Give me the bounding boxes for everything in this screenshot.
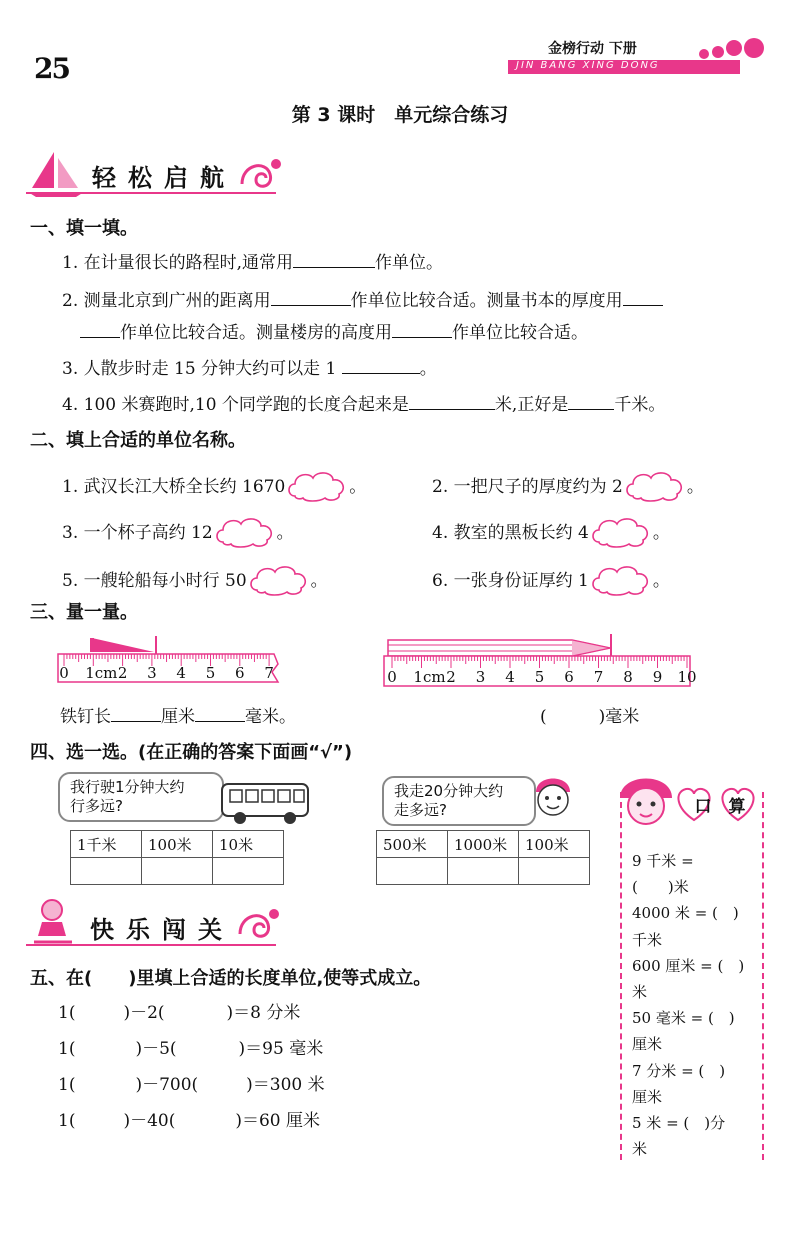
q1-2-text-d: 作单位比较合适。 — [452, 323, 588, 343]
brand-name: 金榜行动 下册 — [548, 41, 637, 57]
q1-4-mid: 米,正好是 — [494, 395, 569, 415]
mental-math-line: 5 米 = ( )分 — [632, 1114, 726, 1132]
unit-question-text: 1. 武汉长江大桥全长约 1670 — [62, 477, 286, 497]
pencil-close: )毫米 — [598, 707, 640, 727]
cloud-answer-box[interactable] — [589, 514, 653, 553]
answer-blank[interactable] — [195, 703, 245, 722]
q1-1-text: 1. 在计量很长的路程时,通常用 — [62, 253, 294, 273]
answer-blank[interactable] — [111, 703, 161, 722]
answer-cell[interactable] — [377, 858, 448, 885]
answer-blank[interactable] — [623, 287, 663, 306]
answer-blank[interactable] — [342, 355, 420, 374]
banner-first: 轻松启航 — [92, 163, 236, 192]
option-label: 10米 — [213, 831, 284, 858]
section-5-title: 五、在( )里填上合适的长度单位,使等式成立。 — [30, 968, 432, 989]
unit-question-text: 4. 教室的黑板长约 4 — [432, 523, 589, 543]
banner-underline — [26, 192, 276, 194]
equation-text: 1( — [58, 1003, 76, 1023]
nail-ruler — [56, 632, 286, 692]
mental-math-line: 4000 米 = ( ) — [632, 904, 739, 923]
q1-2-line1 — [62, 286, 663, 311]
unit-question-end: 。 — [276, 523, 294, 543]
sidebar-title: 口 算 — [694, 797, 746, 817]
equation-text: )＝300 米 — [246, 1075, 325, 1095]
bubble-line: 走多远? — [394, 801, 447, 819]
equation-text: 1( — [58, 1111, 76, 1131]
mental-math-line: 7 分米 = ( ) — [632, 1061, 726, 1080]
pencil-answer — [540, 702, 639, 727]
ruler-label: 1cm — [413, 668, 446, 686]
answer-blank[interactable] — [271, 287, 351, 306]
equation-row — [58, 1034, 323, 1059]
mental-math-line: ( )米 — [632, 878, 689, 897]
nail-shape — [92, 638, 154, 652]
q1-3-post: 。 — [419, 359, 437, 379]
ruler-label: 0 — [387, 668, 397, 686]
mental-math-line: 千米 — [632, 930, 663, 949]
q1-3 — [62, 354, 437, 379]
cloud-answer-box[interactable] — [247, 562, 311, 601]
brand-sub: JIN BANG XING DONG — [516, 60, 660, 71]
equation-row — [58, 1070, 325, 1095]
skater-child-icon — [28, 896, 78, 948]
option-label: 500米 — [377, 831, 448, 858]
unit-question-end: 。 — [686, 477, 704, 497]
page-number: 25 — [34, 52, 69, 85]
speech-bubble-bus — [58, 772, 224, 822]
q1-4 — [62, 390, 665, 415]
ruler-label: 0 — [59, 664, 69, 682]
ruler-label: 7 — [264, 664, 274, 682]
equation-row — [58, 1106, 320, 1131]
answer-blank[interactable] — [568, 391, 614, 410]
equation-text: )－5( — [135, 1039, 177, 1059]
ruler-label: 8 — [623, 668, 633, 686]
mental-math-line: 50 毫米 = ( ) — [632, 1009, 735, 1028]
child-face-icon — [528, 770, 578, 824]
banner-second: 快乐闯关 — [90, 915, 234, 944]
equation-text: )＝60 厘米 — [235, 1111, 321, 1131]
equation-text: 1( — [58, 1075, 76, 1095]
sailboat-icon — [26, 148, 86, 198]
bubble-line: 行多远? — [70, 797, 123, 815]
nail-text-c: 毫米。 — [245, 707, 296, 727]
section-4-title: 四、选一选。(在正确的答案下面画“√”) — [30, 742, 353, 763]
bubble-line: 我走20分钟大约 — [394, 782, 504, 800]
q1-2-text-a: 2. 测量北京到广州的距离用 — [62, 291, 271, 311]
nail-answer — [60, 702, 296, 727]
mental-math-line: 600 厘米 = ( ) — [632, 956, 745, 975]
option-label: 100米 — [142, 831, 213, 858]
mental-math-line: 9 千米 = — [632, 852, 694, 870]
mental-math-line: 米 — [632, 1140, 648, 1159]
pencil-open: ( — [540, 707, 547, 727]
q1-1 — [62, 248, 443, 273]
options-table-bus — [70, 830, 284, 885]
unit-question-text: 2. 一把尺子的厚度约为 2 — [432, 477, 623, 497]
q1-2-text-b: 作单位比较合适。测量书本的厚度用 — [350, 291, 623, 311]
ruler-label: 2 — [117, 664, 128, 682]
unit-question-6 — [432, 562, 670, 601]
option-label: 1000米 — [448, 831, 519, 858]
q1-1-post: 作单位。 — [375, 253, 444, 273]
ruler-label: 9 — [652, 668, 663, 686]
mental-math-line: 厘米 — [632, 1087, 663, 1106]
ruler-label: 10 — [677, 668, 697, 686]
q1-3-text: 3. 人散步时走 15 分钟大约可以走 1 — [62, 359, 337, 379]
cloud-answer-box[interactable] — [285, 468, 349, 507]
unit-question-end: 。 — [652, 523, 670, 543]
pencil-ruler — [382, 630, 697, 692]
unit-question-4 — [432, 514, 670, 553]
ruler-label: 4 — [176, 664, 186, 682]
mental-math-line: 厘米 — [632, 1035, 663, 1054]
equation-row — [58, 998, 300, 1023]
equation-text: )＝8 分米 — [226, 1003, 301, 1023]
answer-blank[interactable] — [392, 319, 452, 338]
answer-cell[interactable] — [519, 858, 590, 885]
ruler-label: 6 — [235, 664, 245, 682]
answer-blank[interactable] — [293, 249, 375, 268]
banner-underline — [26, 944, 276, 946]
ruler-label: 5 — [205, 664, 216, 682]
ruler-label: 6 — [564, 668, 574, 686]
unit-question-end: 。 — [310, 571, 328, 591]
ruler-label: 1cm — [85, 664, 118, 682]
section-2-title: 二、填上合适的单位名称。 — [30, 430, 246, 451]
speech-bubble-walker — [382, 776, 536, 826]
ruler-label: 2 — [446, 668, 456, 686]
equation-text: )－700( — [135, 1075, 199, 1095]
bus-icon — [218, 778, 312, 826]
lesson-title: 第 3 课时 单元综合练习 — [291, 104, 509, 126]
girl-mascot-icon — [614, 768, 678, 836]
unit-question-5 — [62, 562, 328, 601]
bubble-line: 我行驶1分钟大约 — [70, 778, 185, 796]
option-label: 1千米 — [71, 831, 142, 858]
unit-question-1 — [62, 468, 366, 507]
option-label: 100米 — [519, 831, 590, 858]
answer-cell[interactable] — [71, 858, 142, 885]
ruler-label: 3 — [475, 668, 486, 686]
q1-4-post: 千米。 — [614, 395, 666, 415]
unit-question-text: 6. 一张身份证厚约 1 — [432, 571, 589, 591]
equation-text: )－2( — [123, 1003, 165, 1023]
cloud-answer-box[interactable] — [589, 562, 653, 601]
ruler-label: 5 — [534, 668, 545, 686]
unit-question-2 — [432, 468, 704, 507]
unit-question-text: 5. 一艘轮船每小时行 50 — [62, 571, 247, 591]
equation-text: )－40( — [123, 1111, 176, 1131]
answer-cell[interactable] — [142, 858, 213, 885]
answer-cell[interactable] — [213, 858, 284, 885]
ruler-label: 3 — [147, 664, 157, 682]
equation-text: )＝95 毫米 — [238, 1039, 324, 1059]
cloud-answer-box[interactable] — [213, 514, 277, 553]
unit-question-text: 3. 一个杯子高约 12 — [62, 523, 213, 543]
unit-question-3 — [62, 514, 294, 553]
unit-question-end: 。 — [652, 571, 670, 591]
answer-cell[interactable] — [448, 858, 519, 885]
q1-4-text: 4. 100 米赛跑时,10 个同学跑的长度合起来是 — [62, 395, 409, 415]
equation-text: 1( — [58, 1039, 76, 1059]
unit-question-end: 。 — [349, 477, 367, 497]
section-1-title: 一、填一填。 — [30, 218, 138, 239]
nail-text-b: 厘米 — [161, 707, 195, 727]
q1-2-line2 — [80, 318, 588, 343]
q1-2-text-c: 作单位比较合适。测量楼房的高度用 — [120, 323, 392, 343]
decorative-dots-icon — [698, 36, 768, 66]
nail-text-a: 铁钉长 — [60, 707, 111, 727]
section-3-title: 三、量一量。 — [30, 602, 138, 623]
options-table-walk — [376, 830, 590, 885]
ruler-label: 7 — [593, 668, 604, 686]
swirl-flower-icon — [234, 904, 284, 944]
swirl-flower-icon — [236, 154, 286, 194]
answer-blank[interactable] — [80, 319, 120, 338]
answer-blank[interactable] — [409, 391, 495, 410]
mental-math-line: 米 — [632, 983, 648, 1001]
ruler-label: 4 — [505, 668, 515, 686]
cloud-answer-box[interactable] — [623, 468, 687, 507]
